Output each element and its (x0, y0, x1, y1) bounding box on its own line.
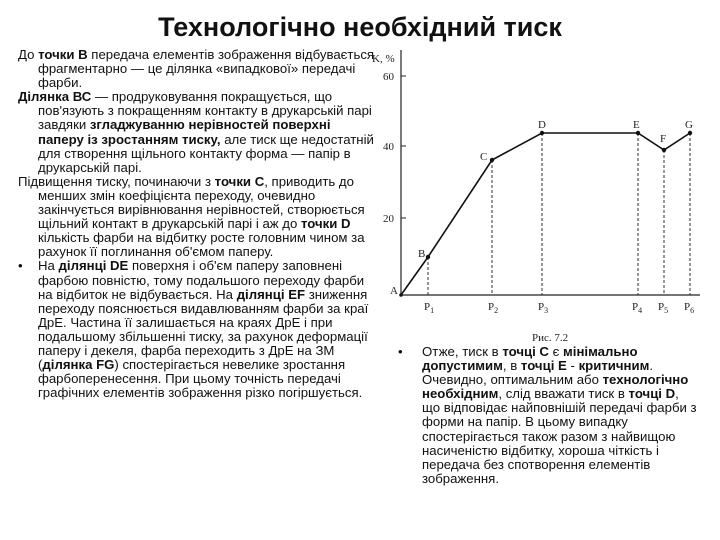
bold-text-run: ділянці EF (236, 286, 306, 302)
slide-title: Технологічно необхідний тиск (158, 12, 562, 42)
figure-caption: Рис. 7.2 (532, 332, 569, 344)
y-tick-label-60: 60 (383, 71, 394, 83)
bold-text-run: ділянка FG (42, 357, 115, 373)
text-run: передача елементів зображення відбувається фрагментарно — це ділянка «випадкової» передачі фарби. (38, 47, 375, 91)
bold-text-run: ділянці DE (58, 258, 129, 274)
point-label-a: A (390, 285, 398, 297)
text-run: поверхня і об'єм паперу заповнені фарбою повністю, тому подальшого переходу фарби на відбиток не відбувається. На (38, 258, 365, 302)
bold-text-run: точці С (502, 344, 549, 359)
point-label-g: G (685, 119, 693, 131)
bold-text-run: точки D (300, 216, 351, 232)
text-run: є (548, 344, 564, 359)
point-label-c: C (480, 151, 488, 163)
text-run: , приводить до менших змін коефіцієнта переходу, очевидно закінчується вирівнювання нерівностей, створюється щільний контакт в друкарській парі і аж до (38, 173, 365, 232)
point-f-marker (662, 148, 666, 152)
bold-text-run: мінімально допустимим (422, 344, 638, 374)
text-run: ) спостерігається невелике зростання фарбоперенесення. При цьому точність передачі графічних елементів зображення різко погіршується. (38, 357, 363, 401)
point-e-marker (636, 131, 640, 135)
point-label-f: F (660, 133, 667, 145)
bold-text-run: точці Е (520, 358, 567, 374)
text-run: Отже, тиск в (422, 344, 503, 359)
bullet-marker: • (18, 258, 23, 274)
point-label-d: D (538, 119, 546, 131)
bold-text-run: критичним (578, 358, 650, 374)
point-label-b: B (418, 248, 426, 260)
x-tick-label-p4: $P_4$ (632, 301, 643, 315)
x-tick-label-p2: $P_2$ (488, 301, 499, 315)
bold-text-run: точки В (38, 47, 88, 62)
x-tick-label-p6: $P_6$ (684, 301, 695, 315)
text-run: . Очевидно, оптимальним або (422, 358, 654, 388)
bold-text-run: Ділянка ВС (18, 89, 92, 105)
text-run: кількість фарби на відбитку росте головним чином за рахунок її поглинання об'ємом паперу. (38, 230, 365, 260)
text-run: Підвищення тиску, починаючи з (18, 173, 215, 189)
y-tick-label-20: 20 (383, 213, 394, 225)
text-run: На (38, 258, 59, 274)
point-label-e: E (633, 119, 640, 131)
y-tick-label-40: 40 (383, 141, 394, 153)
text-run: але тиск ще недостатній для створення щільного контакту форма — папір в друкарській парі. (38, 131, 374, 175)
text-run: — продруковування покращується, що пов'язують з покращенням контакту в друкарській парі завдяки (38, 89, 372, 133)
bullet-marker: • (398, 344, 403, 359)
curve-abcdefg (401, 133, 690, 295)
bold-text-run: технологічно необхідним (422, 372, 689, 402)
point-c-marker (490, 158, 494, 162)
point-d-marker (540, 131, 544, 135)
text-run: , що відповідає найповнішій передачі фарби з форми на папір. В цьому випадку спостерігається також разом з найвищою насиченістю відбитку, хороша чіткість і передача без спотворення елементів зображення. (422, 386, 697, 486)
point-a-marker (399, 293, 403, 297)
bold-text-run: точки С (214, 173, 265, 189)
x-tick-label-p5: $P_5$ (658, 301, 669, 315)
bold-text-run: згладжуванню нерівностей поверхні паперу із зростанням тиску, (38, 117, 331, 147)
text-run: - (566, 358, 579, 374)
point-g-marker (688, 131, 692, 135)
text-run: До (18, 47, 39, 62)
point-b-marker (426, 255, 430, 259)
x-tick-label-p1: $P_1$ (424, 301, 435, 315)
x-tick-labels (424, 301, 694, 315)
x-tick-label-p3: $P_3$ (538, 301, 549, 315)
y-axis-label: K, % (372, 53, 395, 65)
text-run: , в (502, 358, 521, 374)
bold-text-run: точці D (628, 386, 676, 402)
text-run: , слід вважати тиск в (498, 386, 629, 402)
text-run: зниження переходу пояснюється видавлюванням фарби за краї ДрЕ. Частина її залишається на краях ДрЕ і при подальшому збільшенні тиску, за рахунок деформації паперу і декеля, фарба переходить з ДрЕ на ЗМ ( (38, 286, 369, 373)
